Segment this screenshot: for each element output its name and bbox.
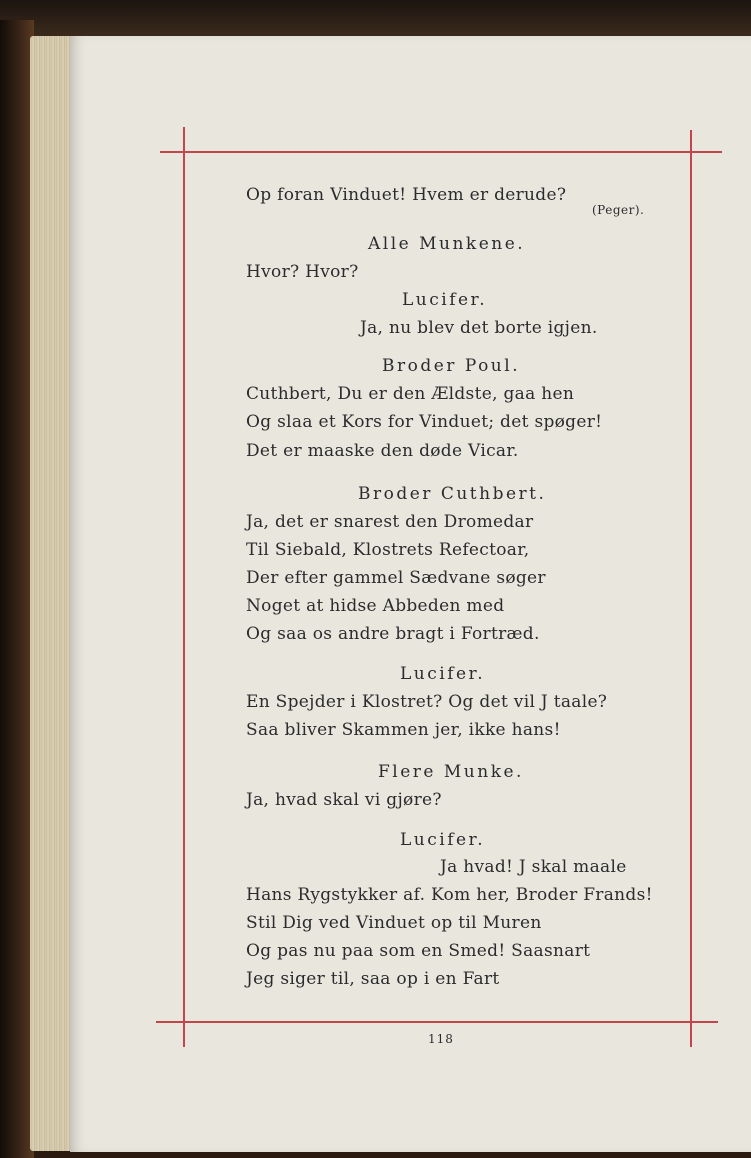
verse-line: Stil Dig ved Vinduet op til Muren bbox=[246, 913, 542, 933]
speaker-name: Flere Munke. bbox=[378, 762, 524, 782]
verse-line: Cuthbert, Du er den Ældste, gaa hen bbox=[246, 384, 575, 404]
speaker-name: Lucifer. bbox=[400, 830, 486, 850]
speaker-name: Alle Munkene. bbox=[368, 234, 526, 254]
verse-line: Og saa os andre bragt i Fortræd. bbox=[246, 624, 540, 644]
verse-line: Op foran Vinduet! Hvem er derude? bbox=[246, 185, 567, 205]
verse-line: Hans Rygstykker af. Kom her, Broder Frands! bbox=[246, 885, 653, 905]
verse-line: Ja hvad! J skal maale bbox=[440, 857, 627, 877]
verse-line: Der efter gammel Sædvane søger bbox=[246, 568, 546, 588]
verse-line: Noget at hidse Abbeden med bbox=[246, 596, 505, 616]
verse-line: Og pas nu paa som en Smed! Saasnart bbox=[246, 941, 591, 961]
speaker-name: Lucifer. bbox=[400, 664, 486, 684]
verse-line: En Spejder i Klostret? Og det vil J taale? bbox=[246, 692, 608, 712]
verse-line: Det er maaske den døde Vicar. bbox=[246, 441, 519, 461]
page-number: 118 bbox=[428, 1032, 454, 1046]
verse-line: Saa bliver Skammen jer, ikke hans! bbox=[246, 720, 561, 740]
verse-line: Og slaa et Kors for Vinduet; det spøger! bbox=[246, 412, 603, 432]
speaker-name: Lucifer. bbox=[402, 290, 488, 310]
verse-line: Jeg siger til, saa op i en Fart bbox=[246, 969, 500, 989]
stage-direction: (Peger). bbox=[592, 203, 645, 217]
verse-line: Hvor? Hvor? bbox=[246, 262, 359, 282]
verse-line: Ja, det er snarest den Dromedar bbox=[246, 512, 534, 532]
speaker-name: Broder Poul. bbox=[382, 356, 521, 376]
speaker-name: Broder Cuthbert. bbox=[358, 484, 547, 504]
verse-line: Ja, hvad skal vi gjøre? bbox=[246, 790, 442, 810]
verse-line: Ja, nu blev det borte igjen. bbox=[360, 318, 598, 338]
verse-line: Til Siebald, Klostrets Refectoar, bbox=[246, 540, 530, 560]
